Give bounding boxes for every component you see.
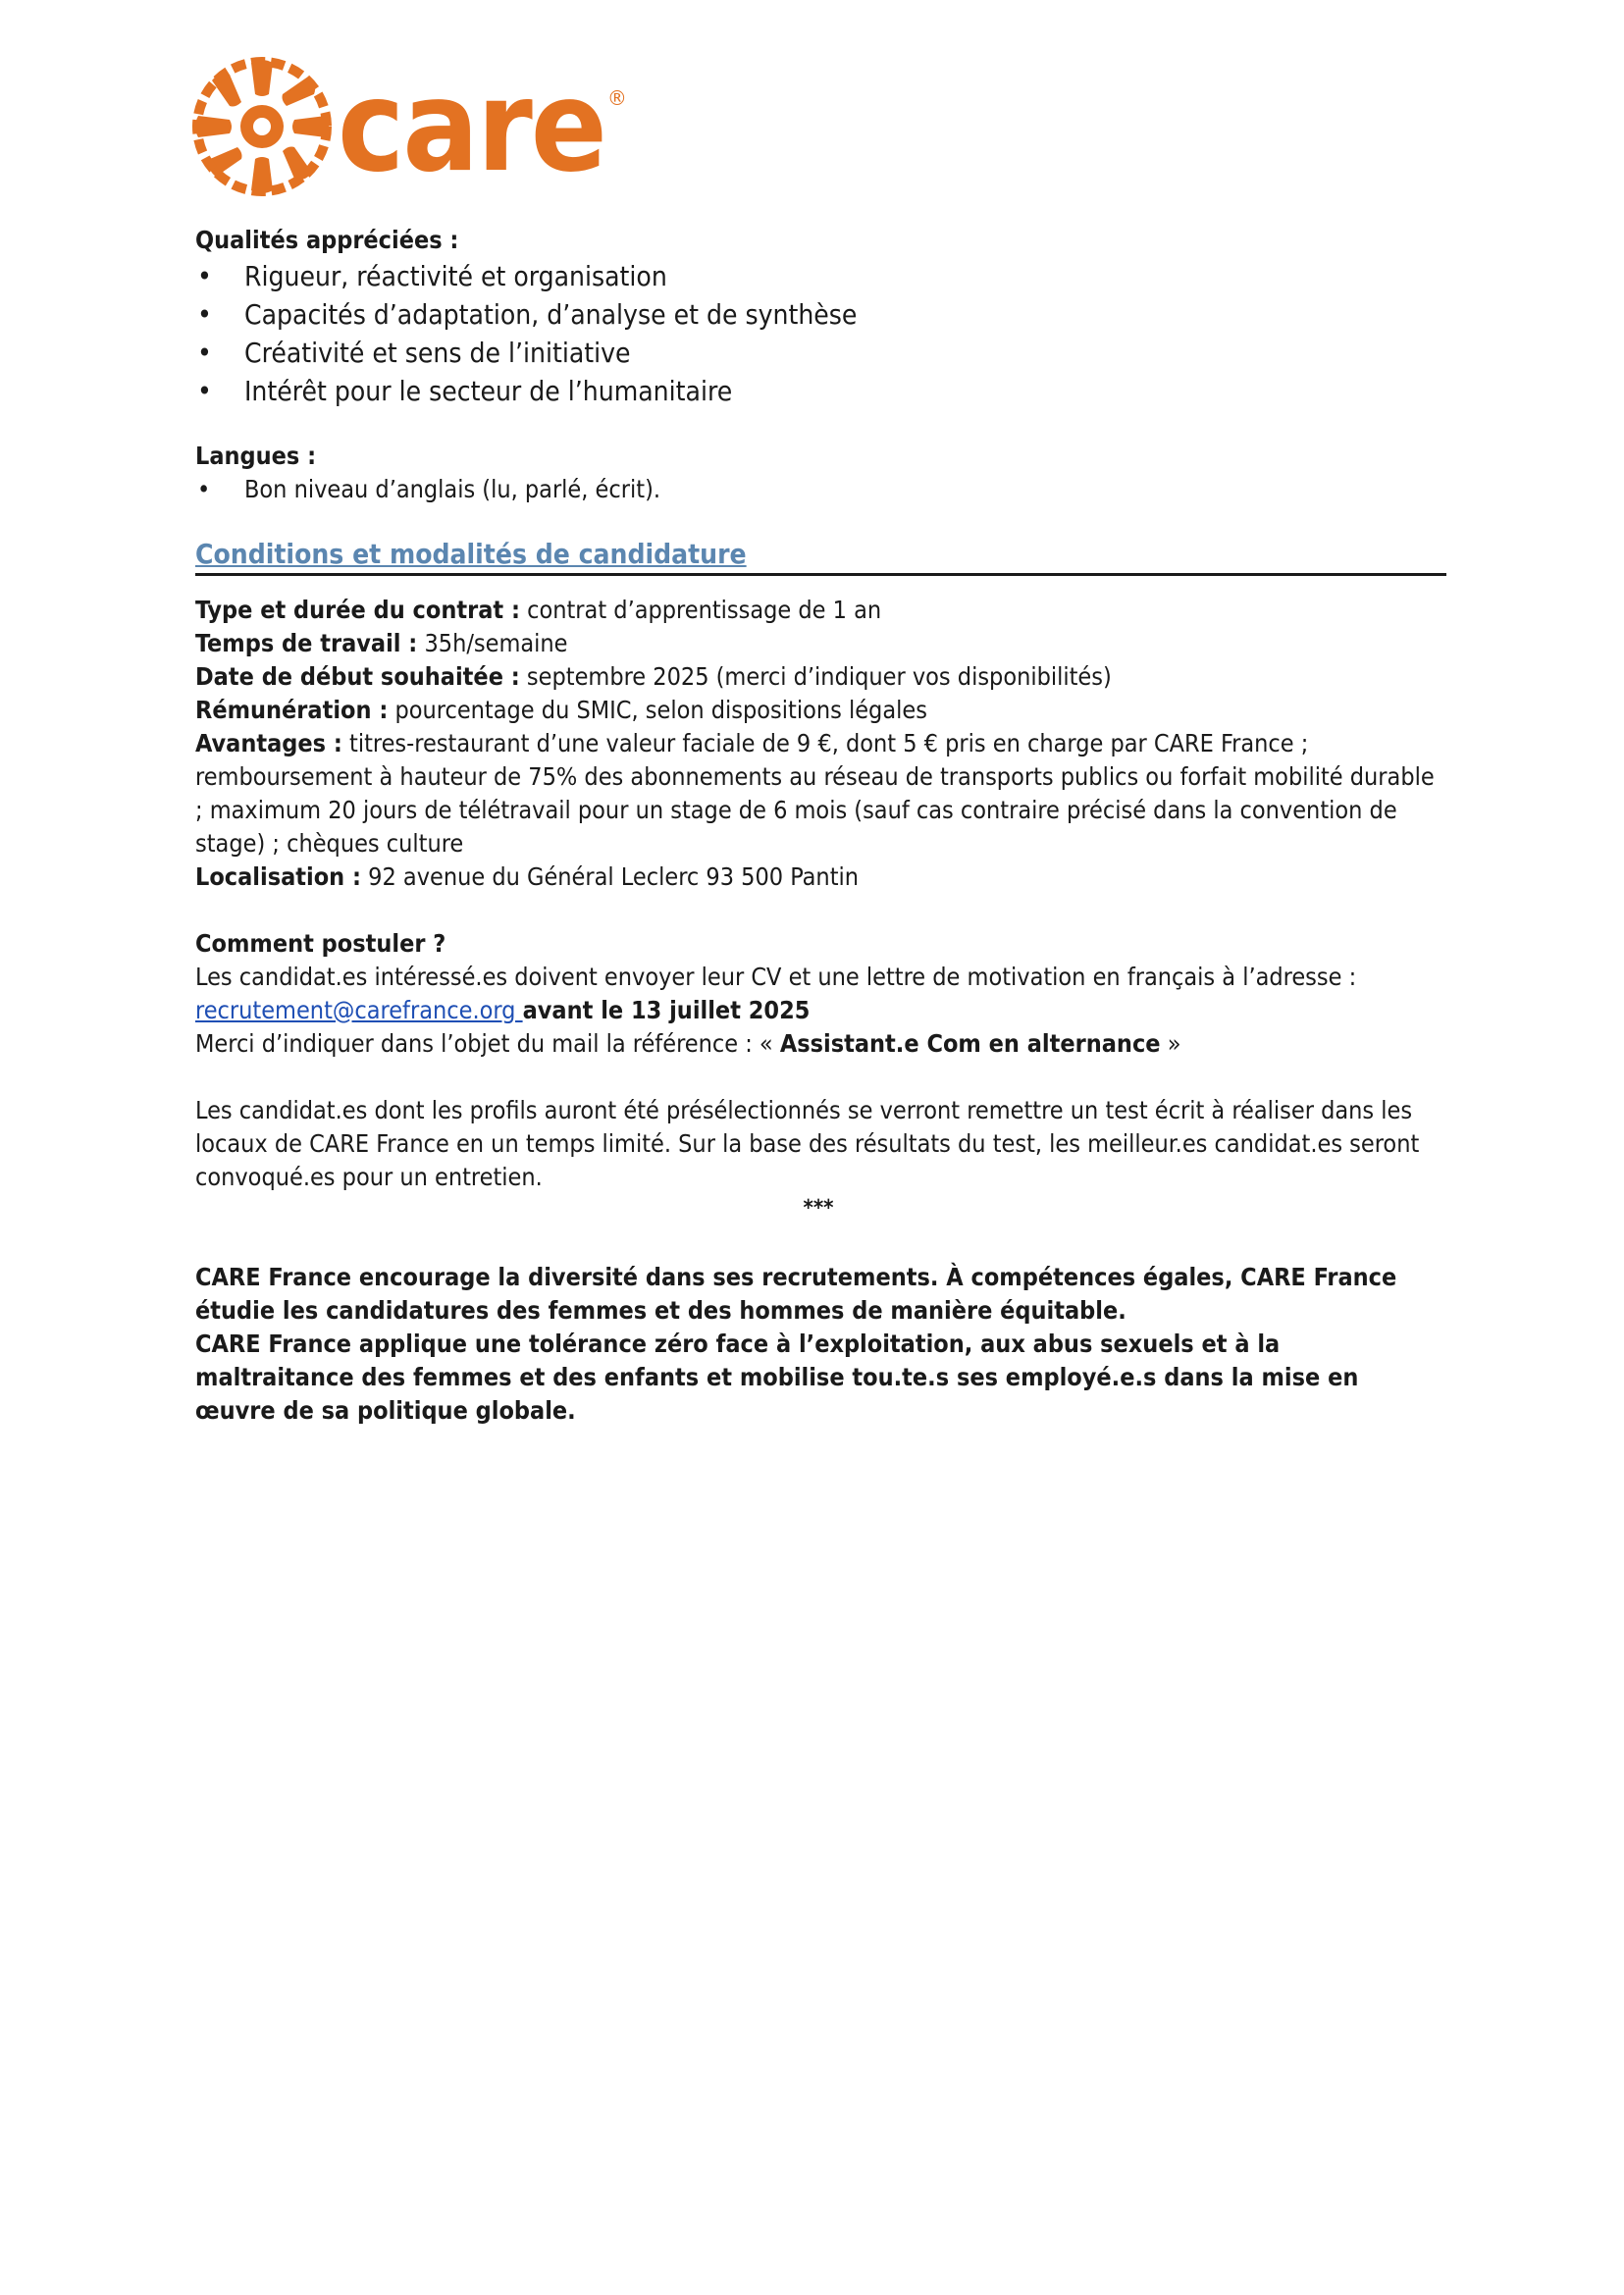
document-body [195, 224, 1441, 1428]
benefits-paragraph: Avantages : titres-restaurant d’une valeur faciale de 9 €, dont 5 € pris en charge par CARE France ; remboursement à hauteur de 75% des abonnements au réseau de transports publics ou forfait mobilité durable ; maximum 20 jours de télétravail pour un stage de 6 mois (sauf cas contraire précisé dans la convention de stage) ; chèques culture [195, 729, 1435, 858]
apply-email-line [195, 994, 1441, 1027]
langues-list [195, 473, 1441, 506]
pay-line: Rémunération : pourcentage du SMIC, selon dispositions légales [195, 696, 927, 724]
conditions-section-title: Conditions et modalités de candidature [195, 536, 1446, 576]
diversity-paragraph: CARE France encourage la diversité dans ses recrutements. À compétences égales, CARE France étudie les candidatures des femmes et des hommes de manière équitable. [195, 1263, 1397, 1325]
diversity-block [195, 1261, 1441, 1428]
bullet-icon: • [197, 298, 212, 331]
apply-block [195, 961, 1441, 1224]
location-line: Localisation : 92 avenue du Général Leclerc 93 500 Pantin [195, 862, 860, 891]
separator: *** [803, 1196, 834, 1221]
bullet-icon: • [197, 475, 211, 503]
bullet-icon: • [197, 337, 212, 369]
list-item: • Capacités d’adaptation, d’analyse et de synthèse [195, 295, 1441, 334]
bullet-icon: • [197, 375, 212, 407]
apply-reference-line: Merci d’indiquer dans l’objet du mail la référence : « Assistant.e Com en alternance » [195, 1029, 1181, 1058]
qualites-title: Qualités appréciées : [195, 226, 459, 254]
care-wordmark: care [338, 54, 605, 200]
conditions-block [195, 594, 1441, 894]
list-item: • Bon niveau d’anglais (lu, parlé, écrit). [195, 473, 1441, 506]
start-line: Date de début souhaitée : septembre 2025 (merci d’indiquer vos disponibilités) [195, 662, 1112, 691]
list-item: • Créativité et sens de l’initiative [195, 334, 1441, 372]
list-item: • Rigueur, réactivité et organisation [195, 257, 1441, 295]
bullet-icon: • [197, 260, 212, 292]
apply-intro: Les candidat.es intéressé.es doivent envoyer leur CV et une lettre de motivation en français à l’adresse : [195, 963, 1357, 991]
care-hands-circle-icon [190, 55, 334, 198]
list-item: • Intérêt pour le secteur de l’humanitaire [195, 372, 1441, 410]
reference-value: Assistant.e Com en alternance [779, 1029, 1161, 1058]
care-logo [190, 55, 627, 198]
time-line: Temps de travail : 35h/semaine [195, 629, 568, 657]
selection-paragraph: Les candidat.es dont les profils auront été présélectionnés se verront remettre un test écrit à réaliser dans les locaux de CARE France en un temps limité. Sur la base des résultats du test, les meilleur.es candidat.es seront convoqué.es pour un entretien. [195, 1096, 1420, 1191]
qualites-list [195, 257, 1441, 410]
langues-title: Langues : [195, 442, 317, 470]
registered-mark: ® [606, 86, 627, 110]
zero-tolerance-paragraph: CARE France applique une tolérance zéro face à l’exploitation, aux abus sexuels et à la maltraitance des femmes et des enfants et mobilise tou.te.s ses employé.e.s dans la mise en œuvre de sa politique globale. [195, 1330, 1359, 1425]
contract-line: Type et durée du contrat : contrat d’apprentissage de 1 an [195, 596, 882, 624]
recruitment-email-link[interactable]: recrutement@carefrance.org [195, 996, 523, 1024]
apply-title: Comment postuler ? [195, 929, 446, 958]
deadline-text: avant le 13 juillet 2025 [522, 996, 811, 1024]
